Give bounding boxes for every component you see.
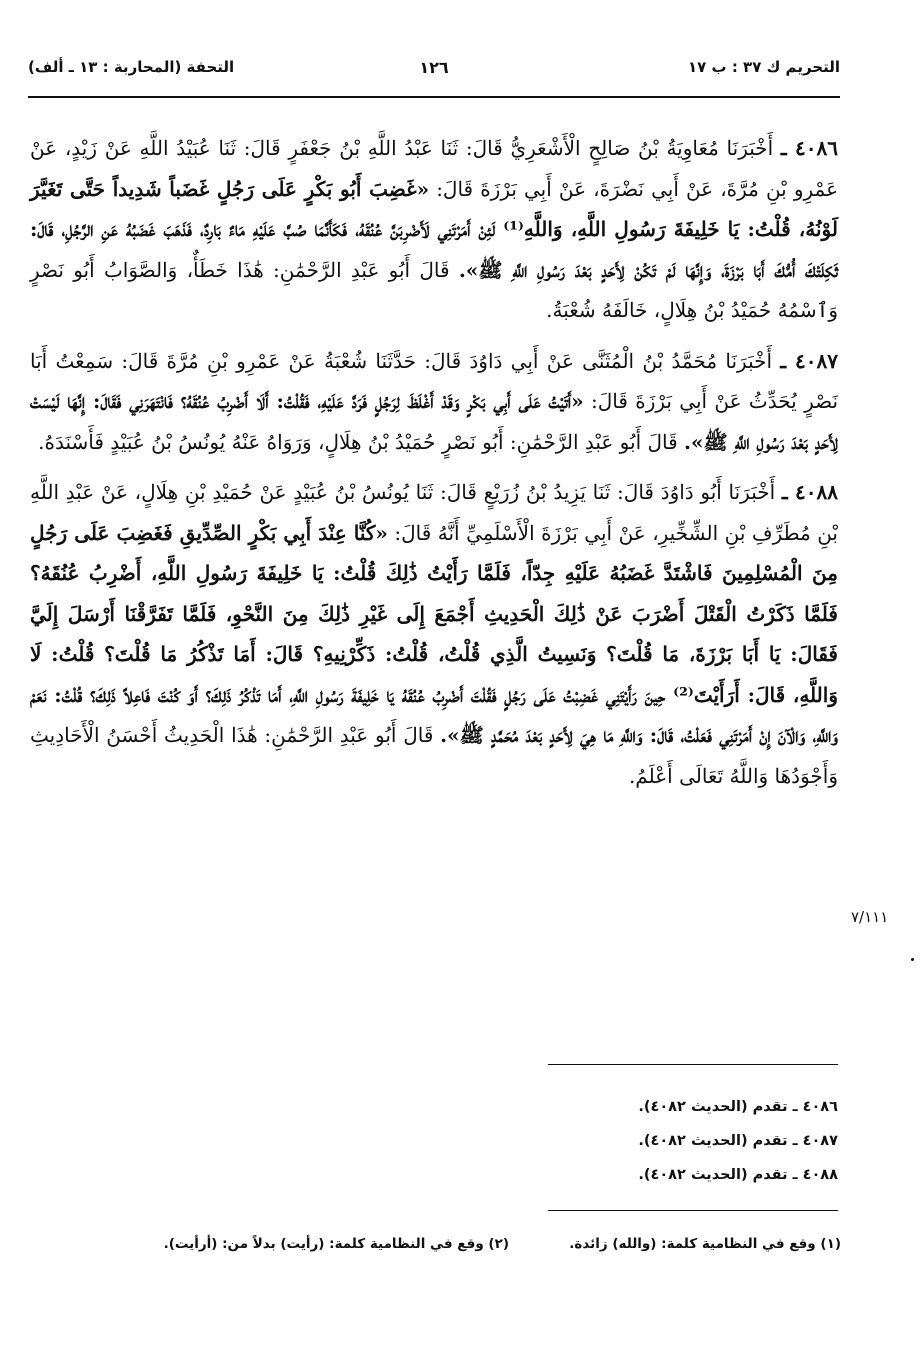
references-list (560, 1090, 838, 1192)
hadith-isnad: أَخْبَرَنَا أَبُو دَاوُدَ قَالَ: ثَنَا يَزِيدُ بْنُ زُرَيْعٍ قَالَ: ثَنَا يُونُسُ بْنُ عُبَيْدٍ عَنْ حُمَيْدِ بْنِ هِلَالٍ، عَنْ عَبْدِ اللَّهِ بْنِ مُطَرِّفِ بْنِ الشِّخِّيرِ، عَنْ أَبِي بَرْزَةَ الْأَسْلَمِيِّ أَنَّهُ قَالَ: (30, 480, 838, 545)
hadith-comment: قَالَ أَبُو عَبْدِ الرَّحْمَٰنِ: هَٰذَا الْحَدِيثُ أَحْسَنُ الْأَحَادِيثِ وَأَجْوَدُهَا وَاللَّهُ تَعَالَى أَعْلَمُ. (30, 723, 838, 788)
footnotes-rule (548, 1210, 838, 1211)
hadith-isnad: أَخْبَرَنَا مُعَاوِيَةُ بْنُ صَالِحٍ الْأَشْعَرِيُّ قَالَ: ثَنَا عَبْدُ اللَّهِ بْنُ جَعْفَرٍ قَالَ: ثَنَا عُبَيْدُ اللَّهِ عَنْ زَيْدٍ، عَنْ عَمْرِو بْنِ مُرَّةَ، عَنْ أَبِي نَضْرَةَ، عَنْ أَبِي بَرْزَةَ قَالَ: (30, 136, 839, 201)
running-header (28, 58, 840, 82)
footnote-1: (١) وقع في النظامية كلمة: (والله) زائدة. (569, 1236, 841, 1252)
hadith-matn: «أَتَيْتُ عَلَى أَبِي بَكْرٍ وَقَدْ أَغْلَظَ لِرَجُلٍ فَرَدَّ عَلَيْهِ، فَقُلْتُ: أَلَا أَضْرِبُ عُنُقَهُ؟ فَانْتَهَرَنِي فَقَالَ: إِنَّهَا لَيْسَتْ لِأَحَدٍ بَعْدَ رَسُولِ اللَّهِ ﷺ». (30, 389, 838, 454)
hadith-number: ٤٠٨٨ ـ (781, 480, 839, 504)
header-rule (28, 96, 840, 98)
hadith-comment: قَالَ أَبُو عَبْدِ الرَّحْمَٰنِ: هَٰذَا خَطَأٌ، وَالصَّوَابُ أَبُو نَصْرٍ وَٱسْمُهُ حُمَيْدُ بْنُ هِلَالٍ، خَالَفَهُ شُعْبَةُ. (30, 257, 838, 322)
page-number: ١٢٦ (419, 58, 449, 77)
header-chapter-ref: التحريم ك ٣٧ : ب ١٧ (687, 58, 840, 76)
margin-mark (911, 958, 914, 961)
margin-volume-ref: ٧/١١١ (851, 908, 889, 926)
references-rule (548, 1064, 838, 1065)
hadith-4086 (30, 128, 838, 331)
reference-item: ٤٠٨٧ ـ تقدم (الحديث ٤٠٨٢). (638, 1133, 838, 1149)
reference-item: ٤٠٨٨ ـ تقدم (الحديث ٤٠٨٢). (638, 1167, 838, 1183)
hadith-isnad: أَخْبَرَنَا مُحَمَّدُ بْنُ الْمُثَنَّى عَنْ أَبِي دَاوُدَ قَالَ: حَدَّثَنَا شُعْبَةُ عَنْ عَمْرِو بْنِ مُرَّةَ قَالَ: سَمِعْتُ أَبَا نَصْرٍ يُحَدِّثُ عَنْ أَبِي بَرْزَةَ قَالَ: (30, 348, 839, 413)
hadith-number: ٤٠٨٧ ـ (780, 348, 838, 373)
main-text (30, 128, 838, 806)
reference-item: ٤٠٨٦ ـ تقدم (الحديث ٤٠٨٢). (638, 1099, 838, 1115)
hadith-number: ٤٠٨٦ ـ (780, 136, 839, 160)
hadith-4088 (30, 472, 838, 796)
footnote-2: (٢) وقع في النظامية كلمة: (رأيت) بدلاً من: (أرأيت). (163, 1236, 509, 1252)
hadith-matn: «غَضِبَ أَبُو بَكْرٍ عَلَى رَجُلٍ غَضَباً شَدِيداً حَتَّى تَغَيَّرَ لَوْنُهُ، قُلْتُ: يَا خَلِيفَةَ رَسُولِ اللَّهِ، وَاللَّهِ⁽¹⁾ لَئِنْ أَمَرْتَنِي لَأَضْرِبَنَّ عُنُقَهُ، فَكَأَنَّمَا صُبَّ عَلَيْهِ مَاءٌ بَارِدٌ، فَذَهَبَ غَضَبُهُ عَنِ الرَّجُلِ، قَالَ: ثَكِلَتْكَ أُمُّكَ أَبَا بَرْزَةَ، وَإِنَّهَا لَمْ تَكُنْ لِأَحَدٍ بَعْدَ رَسُولِ اللَّهِ ﷺ». (30, 176, 838, 282)
hadith-comment: قَالَ أَبُو عَبْدِ الرَّحْمَٰنِ: أَبُو نَصْرٍ حُمَيْدُ بْنُ هِلَالٍ، وَرَوَاهُ عَنْهُ يُونُسُ بْنُ عُبَيْدٍ فَأَسْنَدَهُ. (38, 429, 678, 454)
hadith-4087 (30, 341, 838, 463)
hadith-matn: «كُنَّا عِنْدَ أَبِي بَكْرٍ الصِّدِّيقِ فَغَضِبَ عَلَى رَجُلٍ مِنَ الْمُسْلِمِينَ فَاشْتَدَّ غَضَبُهُ عَلَيْهِ جِدّاً، فَلَمَّا رَأَيْتُ ذَٰلِكَ قُلْتُ: يَا خَلِيفَةَ رَسُولِ اللَّهِ، أَضْرِبُ عُنُقَهُ؟ فَلَمَّا ذَكَرْتُ الْقَتْلَ أَضْرَبَ عَنْ ذَٰلِكَ الْحَدِيثِ أَجْمَعَ إِلَى غَيْرِ ذَٰلِكَ مِنَ النَّحْوِ، فَلَمَّا تَفَرَّقْنَا أَرْسَلَ إِلَيَّ فَقَالَ: يَا أَبَا بَرْزَةَ، مَا قُلْتَ؟ وَنَسِيتُ الَّذِي قُلْتُ، قُلْتُ: ذَكِّرْنِيهِ؟ قَالَ: أَمَا تَذْكُرُ مَا قُلْتَ؟ قُلْتُ: لَا وَاللَّهِ، قَالَ: أَرَأَيْتَ⁽²⁾ حِينَ رَأَيْتَنِي غَضِبْتُ عَلَى رَجُلٍ فَقُلْتَ أَضْرِبُ عُنُقَهُ يَا خَلِيفَةَ رَسُولِ اللَّهِ، أَمَا تَذْكُرُ ذَلِكَ؟ أَوَ كُنْتَ فَاعِلاً ذَلِكَ؟ قُلْتُ: نَعَمْ وَاللَّهِ، وَالْآنَ إِنْ أَمَرْتَنِي فَعَلْتُ، قَالَ: وَاللَّهِ مَا هِيَ لِأَحَدٍ بَعْدَ مُحَمَّدٍ ﷺ». (30, 520, 838, 747)
header-tuhfa-ref: التحفة (المحاربة : ١٣ ـ ألف) (28, 58, 235, 76)
